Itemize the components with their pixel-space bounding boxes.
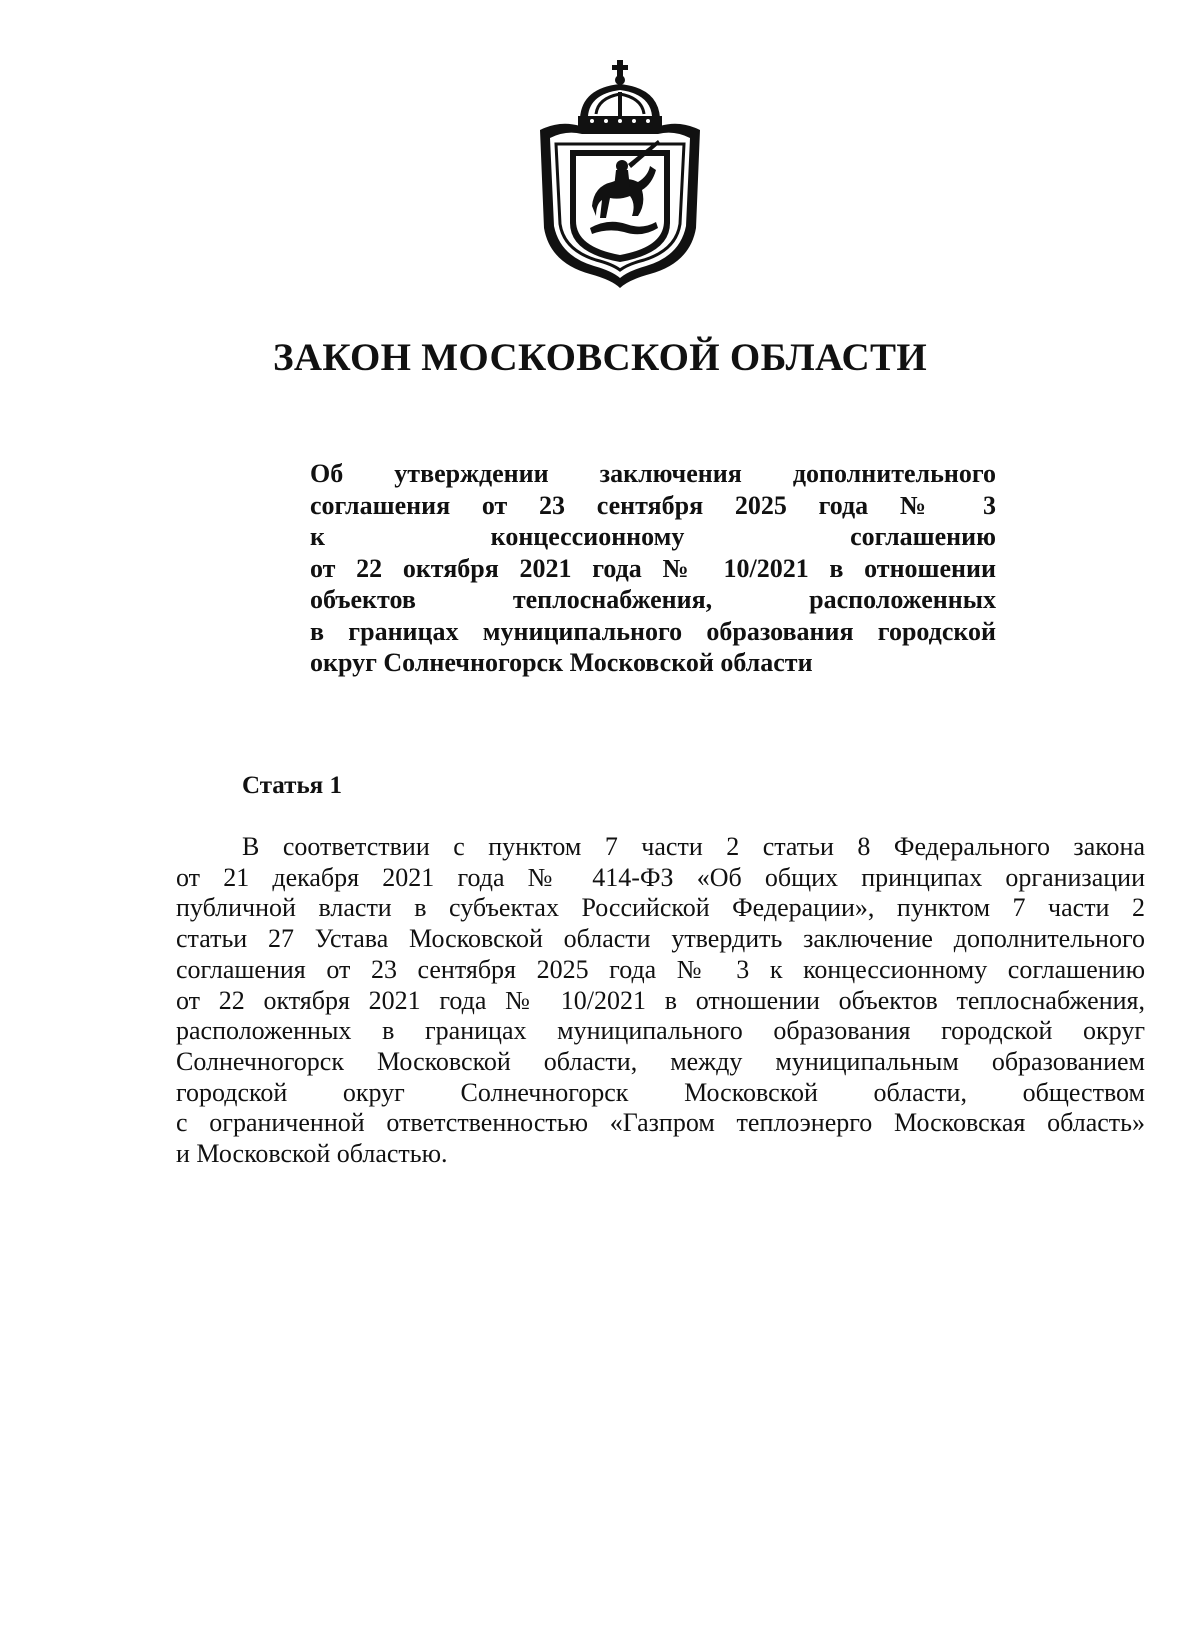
- subject-line: соглашения от 23 сентября 2025 года № 3: [310, 490, 996, 520]
- subject-line: от 22 октября 2021 года № 10/2021 в отношении: [310, 553, 996, 583]
- article-line: статьи 27 Устава Московской области утвердить заключение дополнительного: [176, 924, 1145, 954]
- article-heading: Статья 1: [242, 772, 342, 799]
- subject-line: округ Солнечногорск Московской области: [310, 648, 813, 677]
- article-line: с ограниченной ответственностью «Газпром теплоэнерго Московская область»: [176, 1108, 1145, 1138]
- article-line: соглашения от 23 сентября 2025 года № 3 к концессионному соглашению: [176, 954, 1145, 984]
- document-title: ЗАКОН МОСКОВСКОЙ ОБЛАСТИ: [273, 336, 927, 379]
- article-line: городской округ Солнечногорск Московской области, обществом: [176, 1077, 1145, 1107]
- article-line: Солнечногорск Московской области, между муниципальным образованием: [176, 1046, 1145, 1076]
- article-line: публичной власти в субъектах Российской Федерации», пунктом 7 части 2: [176, 893, 1145, 923]
- coat-of-arms-icon: [530, 58, 710, 290]
- subject-line: к концессионному соглашению: [310, 522, 996, 551]
- article-line: В соответствии с пунктом 7 части 2 статьи 8 Федерального закона: [242, 832, 1145, 861]
- subject-line: в границах муниципального образования городской: [310, 616, 996, 646]
- subject-line: Об утверждении заключения дополнительного: [310, 459, 996, 488]
- article-line: и Московской областью.: [176, 1139, 448, 1169]
- article-line: от 22 октября 2021 года № 10/2021 в отношении объектов теплоснабжения,: [176, 985, 1145, 1015]
- article-line: расположенных в границах муниципального образования городской округ: [176, 1016, 1145, 1046]
- article-body: [176, 832, 1145, 1170]
- article-line: от 21 декабря 2021 года № 414-ФЗ «Об общих принципах организации: [176, 862, 1145, 892]
- subject-line: объектов теплоснабжения, расположенных: [310, 585, 996, 614]
- law-subject-heading: [310, 458, 996, 679]
- crown-icon: [578, 60, 662, 126]
